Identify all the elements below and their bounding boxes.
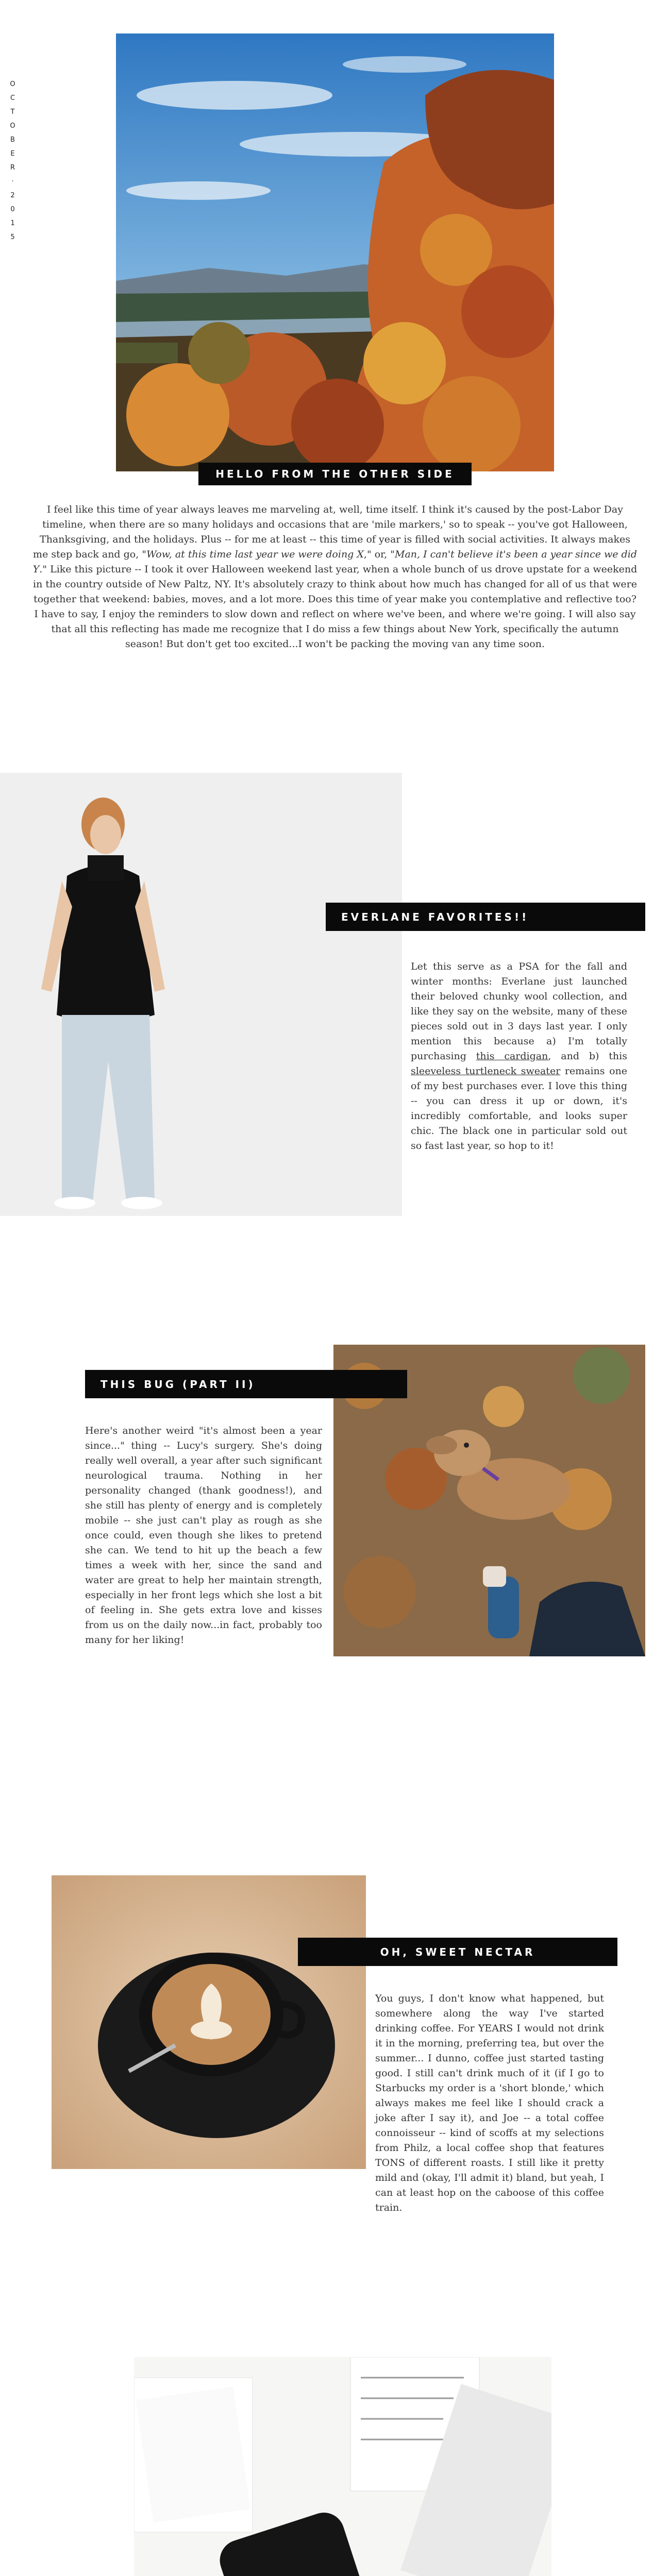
- date-letter: 5: [10, 233, 15, 241]
- hello-paragraph: I feel like this time of year always leaves me marveling at, well, time itself. I think it's caused by the post-Labor Day timeline, when there are so many holidays and occasions that are 'mile markers,' so to speak -- you've got Halloween, Thanksgiving, and the holidays. Plus -- for me at least -- this time of year is filled with social activities. It always makes me step back and go, "Wow, at this time last year we were doing X," or, "Man, I can't believe it's been a year since we did Y." Like this picture -- I took it over Halloween weekend last year, when a whole bunch of us drove upstate for a weekend in the country outside of New Paltz, NY. It's absolutely crazy to think about how much has changed for all of us that were together that weekend: babies, moves, and a lot more. Does this time of year make you contemplative and reflective too? I have to say, I enjoy the reminders to slow down and reflect on where we've been, and where we're going. I will also say that all this reflecting has made me recognize that I do miss a few things about New York, specifically the autumn season! But don't get too excited...I won't be packing the moving van any time soon.: [32, 504, 638, 650]
- date-letter: T: [10, 108, 15, 116]
- iphone-desk-photo: [134, 2357, 551, 2576]
- autumn-landscape-photo: [116, 33, 554, 471]
- latte-art-photo: [52, 1875, 366, 2169]
- date-letter: 1: [10, 219, 15, 227]
- section-heading-hello: HELLO FROM THE OTHER SIDE: [198, 463, 472, 485]
- section-heading-everlane: EVERLANE FAVORITES!!: [326, 903, 645, 931]
- everlane-paragraph: Let this serve as a PSA for the fall and winter months: Everlane just launched their beloved chunky wool collection, and like they say on the website, many of these pieces sold out in 3 days last year. I only mention this because a) I'm totally purchasing this cardigan, and b) this sleeveless turtleneck sweater remains one of my best purchases ever. I love this thing -- you can dress it up or down, it's incredibly comfortable, and looks super chic. The black one in particular sold out so fast last year, so hop to it!: [411, 961, 627, 1151]
- date-letter: B: [10, 136, 15, 144]
- date-letter: 2: [10, 192, 15, 199]
- section-heading-nectar: OH, SWEET NECTAR: [298, 1938, 617, 1966]
- section-heading-bug: THIS BUG (PART II): [85, 1370, 407, 1398]
- date-letter: R: [10, 164, 16, 172]
- date-letter: O: [10, 122, 16, 130]
- nectar-paragraph: You guys, I don't know what happened, but somewhere along the way I've started drinking coffee. For YEARS I would not drink it in the morning, preferring tea, but over the summer... I dunno, coffee just started tasting good. I still can't drink much of it (if I go to Starbucks my order is a 'short blonde,' which always makes me feel like I should crack a joke after I say it), and Joe -- a total coffee connoisseur -- kind of scoffs at my selections from Philz, a local coffee shop that features TONS of different roasts. I still like it pretty mild and (okay, I'll admit it) bland, but yeah, I can at least hop on the caboose of this coffee train.: [375, 1993, 604, 2213]
- date-letter: O: [10, 80, 16, 88]
- cardigan-link[interactable]: this cardigan: [476, 1050, 548, 1062]
- date-letter: ·: [11, 178, 14, 185]
- bug-paragraph: Here's another weird "it's almost been a year since..." thing -- Lucy's surgery. She's doing really well overall, a year after such significant neurological trauma. Nothing in her personality changed (thank goodness!), and she still has plenty of energy and is completely mobile -- she just can't play as rough as she once could, even though she likes to pretend she can. We tend to hit up the beach a few times a week with her, since the sand and water are great to help her maintain strength, especially in her front legs which she lost a bit of feeling in. She gets extra love and kisses from us on the daily now...in fact, probably too many for her liking!: [85, 1425, 322, 1646]
- date-letter: C: [10, 94, 16, 102]
- model-turtleneck-photo: [0, 773, 402, 1216]
- date-letter: E: [10, 150, 15, 158]
- date-letter: 0: [10, 206, 15, 213]
- turtleneck-link[interactable]: sleeveless turtleneck sweater: [411, 1065, 561, 1077]
- date-vertical: [8, 77, 18, 244]
